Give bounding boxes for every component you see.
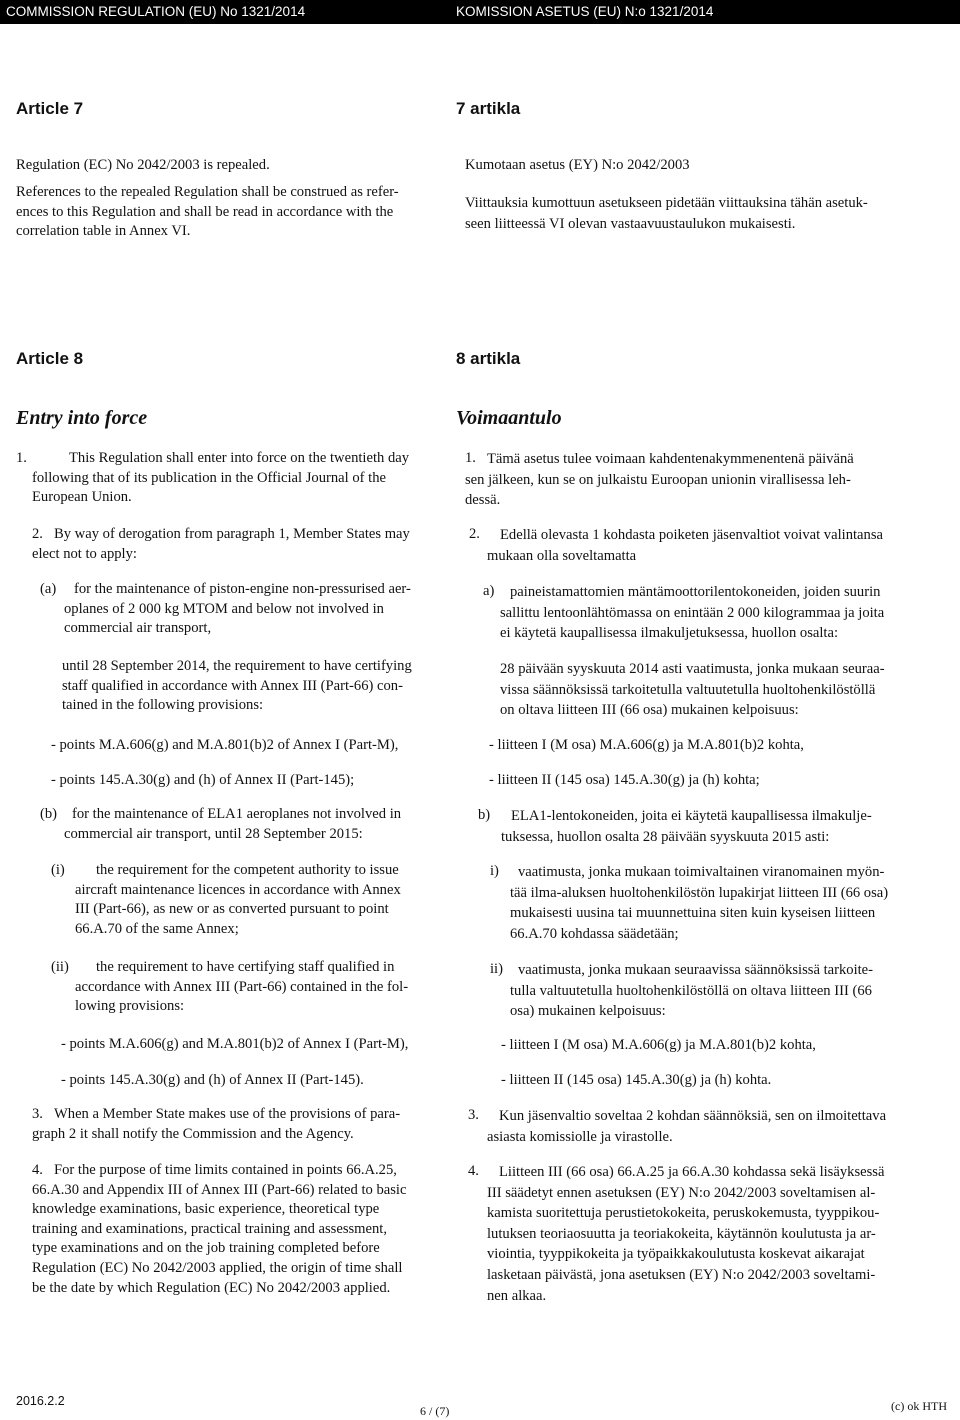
- text-line: Edellä olevasta 1 kohdasta poiketen jäsenvaltiot voivat valintansa: [500, 527, 883, 543]
- text-line: European Union.: [32, 489, 132, 506]
- en-item-b-i-text: [75, 861, 401, 939]
- text-line: vissa säännöksissä tarkoitetulla valtuutetulla huoltohenkilöstöllä: [500, 681, 876, 698]
- text-line: staff qualified in accordance with Annex III (Part-66) con-: [62, 677, 403, 694]
- en-item-b-label: (b): [40, 806, 58, 822]
- fi-para-2-text: [487, 525, 883, 566]
- text-line: By way of derogation from paragraph 1, Member States may: [54, 526, 410, 542]
- fi-item-b-i-text: [510, 862, 888, 944]
- text-line: 66.A.70 kohdassa säädetään;: [510, 925, 679, 942]
- text-line: commercial air transport, until 28 September 2015:: [64, 825, 363, 842]
- fi-item-a-points-1: - liitteen I (M osa) M.A.606(g) ja M.A.801(b)2 kohta,: [489, 737, 804, 753]
- fi-article-7-title: 7 artikla: [456, 99, 521, 118]
- text-line: until 28 September 2014, the requirement to have certifying: [62, 658, 412, 674]
- text-line: III (Part-66), as new or as converted pursuant to point: [75, 901, 389, 918]
- header-en-title: COMMISSION REGULATION (EU) No 1321/2014: [0, 0, 476, 24]
- text-line: ei käytetä kaupallisessa ilmakuljetuksessa, huollon osalta:: [500, 625, 839, 642]
- en-item-b-points-2: - points 145.A.30(g) and (h) of Annex II (Part-145).: [61, 1072, 364, 1088]
- text-line: tained in the following provisions:: [62, 697, 264, 714]
- text-line: 66.A.70 of the same Annex;: [75, 920, 239, 937]
- en-para-1-text: [32, 449, 409, 508]
- en-item-b-points-1: - points M.A.606(g) and M.A.801(b)2 of Annex I (Part-M),: [61, 1036, 409, 1052]
- text-line: sen jälkeen, kun se on julkaistu Euroopan unionin virallisessa leh-: [465, 471, 851, 488]
- fi-item-a-points-2: - liitteen II (145 osa) 145.A.30(g) ja (h) kohta;: [489, 772, 760, 788]
- text-line: the requirement to have certifying staff qualified in: [96, 959, 395, 975]
- text-line: type examinations and on the job training completed before: [32, 1240, 380, 1257]
- fi-para-1-number: 1.: [465, 450, 476, 466]
- fi-article-7-p1: Kumotaan asetus (EY) N:o 2042/2003: [465, 157, 690, 173]
- en-para-2-number: 2.: [32, 526, 43, 542]
- text-line: tuksessa, huollon osalta 28 päivään syyskuuta 2015 asti:: [501, 828, 830, 845]
- text-line: For the purpose of time limits contained in points 66.A.25,: [54, 1162, 397, 1178]
- text-line: tulla valtuutetulla huoltohenkilöstöllä on oltava liitteen III (66: [510, 982, 872, 999]
- en-item-b-ii-label: (ii): [51, 959, 69, 975]
- header-fi-title: KOMISSION ASETUS (EU) N:o 1321/2014: [448, 0, 960, 24]
- text-line: for the maintenance of piston-engine non-pressurised aer-: [74, 581, 411, 597]
- fi-item-b-points-1: - liitteen I (M osa) M.A.606(g) ja M.A.801(b)2 kohta,: [501, 1037, 816, 1053]
- text-line: Regulation (EC) No 2042/2003 applied, the origin of time shall: [32, 1259, 403, 1276]
- en-item-a-points-2: - points 145.A.30(g) and (h) of Annex II (Part-145);: [51, 772, 355, 788]
- text-line: lowing provisions:: [75, 998, 185, 1015]
- en-article-7-title: Article 7: [16, 99, 84, 118]
- fi-para-4-text: [487, 1162, 884, 1306]
- en-article-8-title: Article 8: [16, 349, 84, 368]
- footer-date: 2016.2.2: [16, 1394, 65, 1408]
- footer-credit: (c) ok HTH: [891, 1399, 947, 1413]
- text-line: osa) mukainen kelpoisuus:: [510, 1003, 666, 1020]
- fi-para-4-number: 4.: [468, 1163, 479, 1179]
- text-line: asiasta komissiolle ja virastolle.: [487, 1128, 673, 1145]
- text-line: References to the repealed Regulation shall be construed as refer-: [16, 184, 399, 200]
- text-line: vaatimusta, jonka mukaan toimivaltainen viranomainen myön-: [518, 864, 885, 880]
- fi-item-a-label: a): [483, 583, 495, 599]
- text-line: ELA1-lentokoneiden, joita ei käytetä kaupallisessa ilmakulje-: [511, 808, 872, 824]
- text-line: 66.A.30 and Appendix III of Annex III (Part-66) related to basic: [32, 1181, 407, 1198]
- text-line: for the maintenance of ELA1 aeroplanes not involved in: [72, 806, 402, 822]
- text-line: be the date by which Regulation (EC) No 2042/2003 applied.: [32, 1279, 391, 1296]
- en-para-2-text: [32, 525, 410, 564]
- text-line: Liitteen III (66 osa) 66.A.25 ja 66.A.30 kohdassa sekä lisäyksessä: [499, 1164, 885, 1180]
- text-line: Kun jäsenvaltio soveltaa 2 kohdan säännöksiä, sen on ilmoitettava: [499, 1108, 887, 1124]
- text-line: oplanes of 2 000 kg MTOM and below not involved in: [64, 600, 384, 617]
- en-item-a-text: [64, 580, 411, 639]
- fi-article-8-subtitle: Voimaantulo: [456, 407, 562, 429]
- en-para-4-text: [32, 1161, 406, 1298]
- fi-para-3-text: [487, 1106, 886, 1147]
- text-line: kamista suoritettuja perustietokokeita, peruskokemusta, tyyppikou-: [487, 1205, 880, 1222]
- text-line: knowledge examinations, basic experience, theoretical type: [32, 1201, 380, 1218]
- fi-article-8-title: 8 artikla: [456, 349, 521, 368]
- footer-page-number: 6 / (7): [420, 1404, 450, 1418]
- text-line: 28 päivään syyskuuta 2014 asti vaatimusta, jonka mukaan seuraa-: [500, 661, 885, 677]
- text-line: nen alkaa.: [487, 1287, 547, 1304]
- text-line: accordance with Annex III (Part-66) contained in the fol-: [75, 978, 409, 995]
- en-article-8-subtitle: Entry into force: [16, 407, 148, 429]
- fi-item-b-points-2: - liitteen II (145 osa) 145.A.30(g) ja (h) kohta.: [501, 1072, 772, 1088]
- text-line: viointia, tyyppikokeita ja työpaikkakoulutusta koskevat aikarajat: [487, 1246, 865, 1263]
- fi-item-b-ii-label: ii): [490, 961, 503, 977]
- text-line: paineistamattomien mäntämoottorilentokoneiden, joiden suurin: [510, 584, 881, 600]
- en-para-3-text: [32, 1105, 400, 1144]
- text-line: vaatimusta, jonka mukaan seuraavissa säännöksissä tarkoite-: [518, 962, 874, 978]
- en-para-3-number: 3.: [32, 1106, 43, 1122]
- text-line: tää ilma-aluksen huoltohenkilöstön lupakirjat liitteen III (66 osa): [510, 884, 889, 901]
- fi-item-b-i-label: i): [490, 863, 499, 879]
- fi-para-1-text: [465, 449, 854, 511]
- fi-para-2-number: 2.: [469, 526, 480, 542]
- fi-item-a-text: [500, 582, 884, 644]
- text-line: sallittu lentoonlähtömassa on enintään 2 000 kilogrammaa ja joita: [500, 604, 885, 621]
- text-line: III säädetyt ennen asetuksen (EY) N:o 2042/2003 soveltamisen al-: [487, 1184, 876, 1201]
- text-line: aircraft maintenance licences in accordance with Annex: [75, 881, 401, 898]
- text-line: dessä.: [465, 492, 501, 509]
- fi-item-b-text: [501, 806, 872, 847]
- text-line: graph 2 it shall notify the Commission and the Agency.: [32, 1125, 354, 1142]
- text-line: mukaan olla soveltamatta: [487, 547, 637, 564]
- text-line: ences to this Regulation and shall be read in accordance with the: [16, 203, 394, 220]
- en-item-a-points-1: - points M.A.606(g) and M.A.801(b)2 of Annex I (Part-M),: [51, 737, 399, 753]
- text-line: Viittauksia kumottuun asetukseen pidetään viittauksina tähän asetuk-: [465, 195, 868, 211]
- text-line: elect not to apply:: [32, 545, 137, 562]
- en-article-7-p2: [16, 183, 399, 242]
- text-line: commercial air transport,: [64, 620, 212, 637]
- en-article-7-p1: Regulation (EC) No 2042/2003 is repealed.: [16, 157, 270, 173]
- text-line: on oltava liitteen III (66 osa) mukainen kelpoisuus:: [500, 702, 799, 719]
- en-para-4-number: 4.: [32, 1162, 43, 1178]
- fi-item-b-ii-text: [510, 960, 873, 1022]
- text-line: following that of its publication in the Official Journal of the: [32, 469, 386, 486]
- text-line: lutuksen teoriaosuutta ja teoriakokeita, käytännön koulutusta ja ar-: [487, 1225, 876, 1242]
- text-line: mukaisesti uusina tai muunnettuina siten kuin kyseisen liitteen: [510, 905, 876, 922]
- text-line: When a Member State makes use of the provisions of para-: [54, 1106, 401, 1122]
- text-line: correlation table in Annex VI.: [16, 223, 191, 240]
- en-para-1-number: 1.: [16, 450, 27, 466]
- text-line: seen liitteessä VI olevan vastaavuustaulukon mukaisesti.: [465, 215, 796, 232]
- en-item-b-ii-text: [75, 958, 408, 1017]
- fi-item-b-label: b): [478, 807, 491, 823]
- fi-item-a-until: [500, 659, 885, 721]
- fi-article-7-p2: [465, 193, 868, 234]
- text-line: the requirement for the competent authority to issue: [96, 862, 399, 878]
- en-item-a-label: (a): [40, 581, 57, 597]
- fi-para-3-number: 3.: [468, 1107, 479, 1123]
- en-item-b-i-label: (i): [51, 862, 65, 878]
- text-line: training and examinations, practical training and assessment,: [32, 1220, 388, 1237]
- text-line: Tämä asetus tulee voimaan kahdentenakymmenentenä päivänä: [487, 451, 854, 467]
- text-line: This Regulation shall enter into force on the twentieth day: [69, 450, 410, 466]
- text-line: lasketaan päivästä, jona asetuksen (EY) N:o 2042/2003 soveltami-: [487, 1266, 876, 1283]
- en-item-b-text: [64, 805, 401, 844]
- en-item-a-until: [62, 657, 412, 716]
